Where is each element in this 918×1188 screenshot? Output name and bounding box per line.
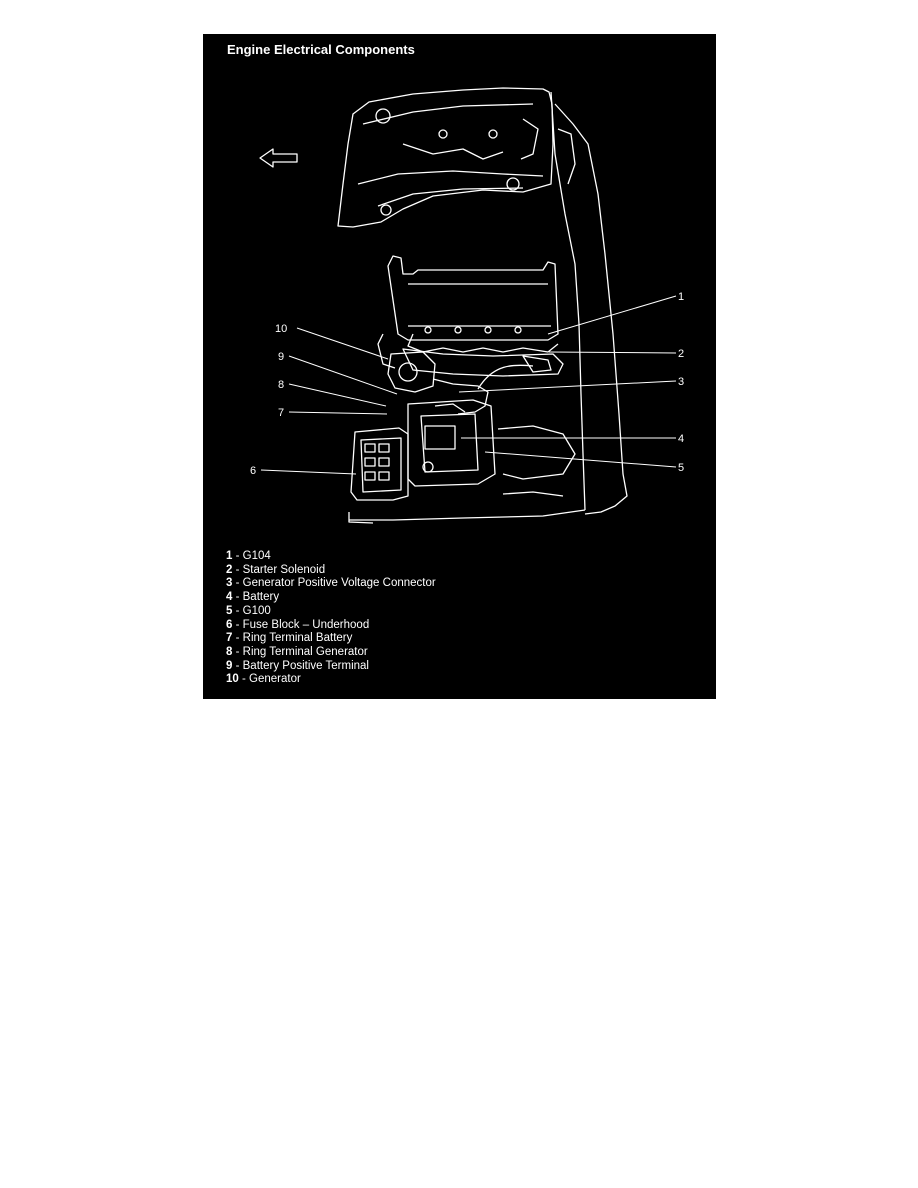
leader-3 bbox=[459, 381, 676, 392]
battery-positive-cable bbox=[435, 404, 465, 412]
diagram-panel bbox=[203, 34, 716, 699]
legend-item: 4 - Battery bbox=[226, 591, 280, 604]
callout-3: 3 bbox=[678, 376, 685, 388]
legend-item: 3 - Generator Positive Voltage Connector bbox=[226, 577, 436, 590]
intake-runners bbox=[408, 334, 558, 352]
lower-rail bbox=[349, 510, 585, 520]
subframe bbox=[498, 426, 575, 479]
starter-solenoid-body bbox=[523, 356, 551, 372]
component-legend bbox=[226, 550, 436, 687]
mount-hole bbox=[376, 109, 390, 123]
mount-hole bbox=[381, 205, 391, 215]
leader-7 bbox=[289, 412, 387, 414]
callout-2: 2 bbox=[678, 348, 685, 360]
illustration-linework bbox=[260, 88, 627, 523]
cowl-detail bbox=[403, 144, 503, 159]
fender-detail bbox=[558, 129, 575, 184]
callout-9: 9 bbox=[278, 351, 285, 363]
leader-10 bbox=[297, 328, 388, 359]
fuse bbox=[365, 458, 375, 466]
legend-item: 1 - G104 bbox=[226, 550, 271, 562]
fuse bbox=[379, 472, 389, 480]
leader-2 bbox=[549, 352, 676, 353]
fuse bbox=[379, 444, 389, 452]
battery-label bbox=[425, 426, 455, 449]
fastener bbox=[485, 327, 491, 333]
mount-hole bbox=[489, 130, 497, 138]
lower-rail-end bbox=[349, 512, 373, 523]
left-arrow-icon bbox=[260, 149, 297, 167]
subframe-line bbox=[503, 492, 563, 496]
callout-7: 7 bbox=[278, 407, 285, 419]
diagram-title: Engine Electrical Components bbox=[227, 42, 415, 57]
legend-item: 2 - Starter Solenoid bbox=[226, 563, 326, 576]
legend-item: 5 - G100 bbox=[226, 604, 271, 617]
leader-8 bbox=[289, 384, 386, 406]
legend-item: 7 - Ring Terminal Battery bbox=[226, 632, 353, 645]
callout-6: 6 bbox=[250, 465, 257, 477]
firewall-panel bbox=[338, 88, 553, 227]
cowl-line-2 bbox=[358, 171, 543, 184]
callout-10: 10 bbox=[275, 323, 288, 335]
callout-1: 1 bbox=[678, 291, 685, 303]
leader-5 bbox=[485, 452, 676, 467]
legend-item: 6 - Fuse Block – Underhood bbox=[226, 618, 370, 631]
cowl-detail bbox=[521, 119, 538, 159]
battery-case bbox=[421, 414, 478, 472]
mount-hole bbox=[439, 130, 447, 138]
fuse bbox=[365, 472, 375, 480]
engine-front bbox=[378, 334, 395, 368]
fender-outer bbox=[555, 104, 627, 514]
fuse bbox=[365, 444, 375, 452]
legend-item: 9 - Battery Positive Terminal bbox=[226, 659, 369, 672]
fastener bbox=[515, 327, 521, 333]
callout-8: 8 bbox=[278, 379, 285, 391]
callout-4: 4 bbox=[678, 433, 685, 445]
engine-block bbox=[388, 256, 558, 340]
engine-compartment-illustration bbox=[203, 34, 716, 549]
fastener bbox=[455, 327, 461, 333]
callout-5: 5 bbox=[678, 462, 685, 474]
battery-tray bbox=[408, 400, 495, 486]
leader-9 bbox=[289, 356, 397, 394]
fuse-block-cover bbox=[361, 438, 401, 492]
starter-cable bbox=[478, 365, 533, 389]
legend-item: 8 - Ring Terminal Generator bbox=[226, 645, 368, 658]
leader-6 bbox=[261, 470, 356, 474]
fastener bbox=[425, 327, 431, 333]
legend-item: 10 - Generator bbox=[226, 673, 301, 686]
generator-pulley bbox=[399, 363, 417, 381]
fuse bbox=[379, 458, 389, 466]
